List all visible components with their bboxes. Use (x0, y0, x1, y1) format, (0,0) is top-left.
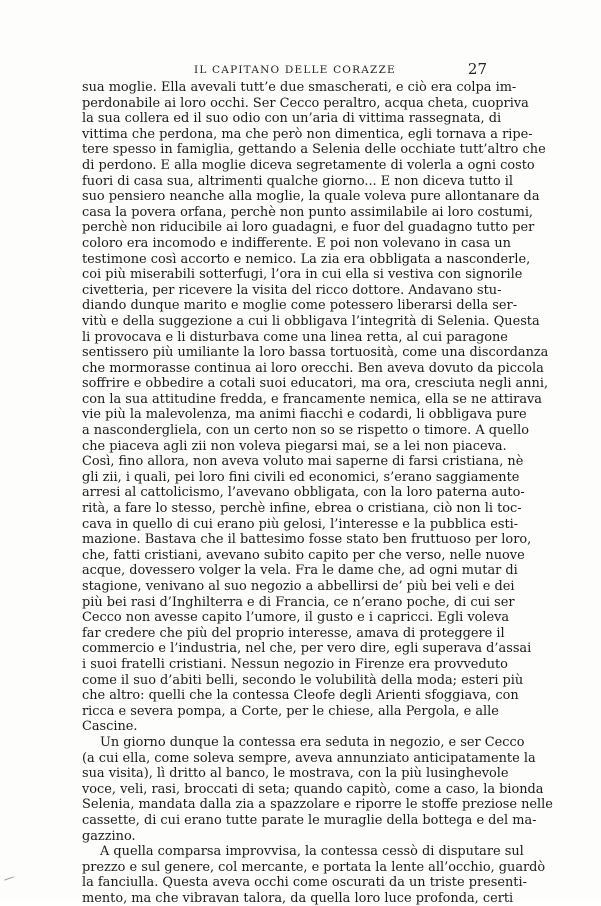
text-line: mento, ma che vibravan talora, da quella loro luce profonda, certi (82, 890, 514, 906)
text-line: testimone così accorto e nemico. La zia era obbligata a nasconderle, (82, 251, 531, 267)
text-line: li provocava e li disturbava come una linea retta, al cui paragone (82, 329, 508, 345)
body-text (82, 80, 553, 906)
text-line: sua visita), lì dritto al banco, le mostrava, con la più lusinghevole (82, 766, 509, 782)
text-line: come il suo d’abiti belli, secondo le volubilità della moda; esteri più (82, 672, 524, 688)
text-line: Un giorno dunque la contessa era seduta in negozio, e ser Cecco (100, 734, 525, 750)
text-line: Così, fino allora, non aveva voluto mai saperne di farsi cristiana, nè (82, 454, 524, 470)
text-line: acque, dovessero volger la vela. Fra le dame che, ad ogni mutar di (82, 563, 518, 579)
text-line: gazzino. (82, 828, 136, 844)
text-line: vie più la malevolenza, ma animi fiacchi e codardi, li obbligava pure (82, 407, 527, 423)
text-line: suo pensiero neanche alla moglie, la quale voleva pure allontanare da (82, 189, 540, 205)
text-line: soffrire e obbedire a cotali suoi educatori, ma ora, cresciuta negli anni, (82, 376, 549, 392)
text-line: più bei rasi d’Inghilterra e di Francia, ce n’erano poche, di cui ser (82, 594, 515, 610)
text-line: coi più miserabili sotterfugi, l’ora in cui ella si vestiva con signorile (82, 267, 523, 283)
text-line: Cecco non avesse capito l’umore, il gusto e i capricci. Egli voleva (82, 610, 510, 626)
text-line: stagione, venivano al suo negozio a abbellirsi de’ più bei veli e dei (82, 579, 515, 594)
text-line: la sua collera ed il suo odio con un’aria di vittima rassegnata, di (82, 111, 502, 127)
text-line: diando dunque marito e moglie come potessero liberarsi della ser- (82, 298, 518, 314)
text-line: sentissero più umiliante la loro bassa tortuosità, come una discordanza (82, 345, 549, 361)
text-line: perdonabile ai loro occhi. Ser Cecco peraltro, acqua cheta, cuopriva (82, 95, 529, 111)
text-line: vitù e della suggezione a cui li obbligava l’integrità di Selenia. Questa (82, 313, 540, 329)
text-line: Cascine. (82, 719, 138, 735)
text-line: di perdono. E alla moglie diceva segretamente di volerla a ogni costo (82, 157, 535, 173)
text-line: far credere che più del proprio interesse, amava di proteggere il (82, 625, 505, 641)
text-line: vittima che perdona, ma che però non dimentica, egli tornava a ripe- (82, 126, 533, 142)
text-line: con la sua attitudine fredda, e francamente nemica, ella se ne attirava (82, 391, 542, 407)
text-line: coloro era incomodo e indifferente. E poi non volevano in casa un (82, 235, 511, 251)
text-line: arresi al cattolicismo, l’avevano obbligata, con la loro paterna auto- (82, 485, 525, 501)
text-line: sua moglie. Ella avevali tutt’e due smascherati, e ciò era colpa im- (82, 80, 517, 95)
text-line: che mormorasse continua ai loro orecchi. Ben aveva dovuto da piccola (82, 360, 544, 376)
text-line: gli zii, i quali, pei loro fini civili ed economici, s’erano saggiamente (82, 469, 520, 485)
text-line: casa la povera orfana, perchè non punto assimilabile ai loro costumi, (82, 204, 534, 220)
page-number: 27 (467, 60, 487, 78)
text-line: che altro: quelli che la contessa Cleofe degli Arienti sfoggiava, con (82, 688, 519, 704)
text-line: che, fatti cristiani, avevano subito capito per che verso, nelle nuove (82, 547, 525, 563)
text-line: a nascondergliela, con un certo non so se rispetto o timore. A quello (82, 423, 529, 439)
running-head (82, 60, 487, 80)
text-line: Selenia, mandata dalla zia a spazzolare e riporre le stoffe preziose nelle (82, 797, 553, 813)
text-line: che piaceva agli zii non voleva piegarsi mai, se a lei non piaceva. (82, 438, 507, 454)
text-line: mazione. Bastava che il battesimo fosse stato ben fruttuoso per loro, (82, 532, 532, 548)
scan-mark (4, 876, 14, 880)
text-line: tere spesso in famiglia, gettando a Selenia delle occhiate tutt’altro che (82, 142, 546, 158)
text-line: perchè non riducibile ai loro guadagni, e fuor del guadagno tutto per (82, 220, 535, 236)
text-line: rità, a fare lo stesso, perchè infine, ebrea o cristiana, ciò non li toc- (82, 501, 522, 517)
text-line: A quella comparsa improvvisa, la contessa cessò di disputare sul (100, 844, 524, 860)
text-line: cava in quello di cui erano più gelosi, l’interesse e la pubblica esti- (82, 516, 519, 532)
text-line: ricca e severa pompa, a Corte, per le chiese, alla Pergola, e alle (82, 703, 499, 719)
text-line: voce, veli, rasi, broccati di seta; quando capitò, come a caso, la bionda (82, 781, 544, 797)
text-line: cassette, di cui erano tutte parate le muraglie della bottega e del ma- (82, 812, 537, 828)
text-line: fuori di casa sua, altrimenti qualche giorno... E non diceva tutto il (82, 173, 513, 189)
text-line: i suoi fratelli cristiani. Nessun negozio in Firenze era provveduto (82, 656, 508, 672)
text-line: commercio e l’industria, nel che, per vero dire, egli superava d’assai (82, 641, 532, 657)
text-line: la fanciulla. Questa aveva occhi come oscurati da un triste presenti- (82, 875, 527, 891)
running-title: IL CAPITANO DELLE CORAZZE (194, 64, 396, 76)
text-line: civetteria, per ricevere la visita del ricco dottore. Andavano stu- (82, 282, 502, 298)
text-line: prezzo e sul genere, col mercante, e portata la lente all’occhio, guardò (82, 859, 546, 875)
text-line: (a cui ella, come soleva sempre, aveva annunziato anticipatamente la (82, 750, 536, 766)
